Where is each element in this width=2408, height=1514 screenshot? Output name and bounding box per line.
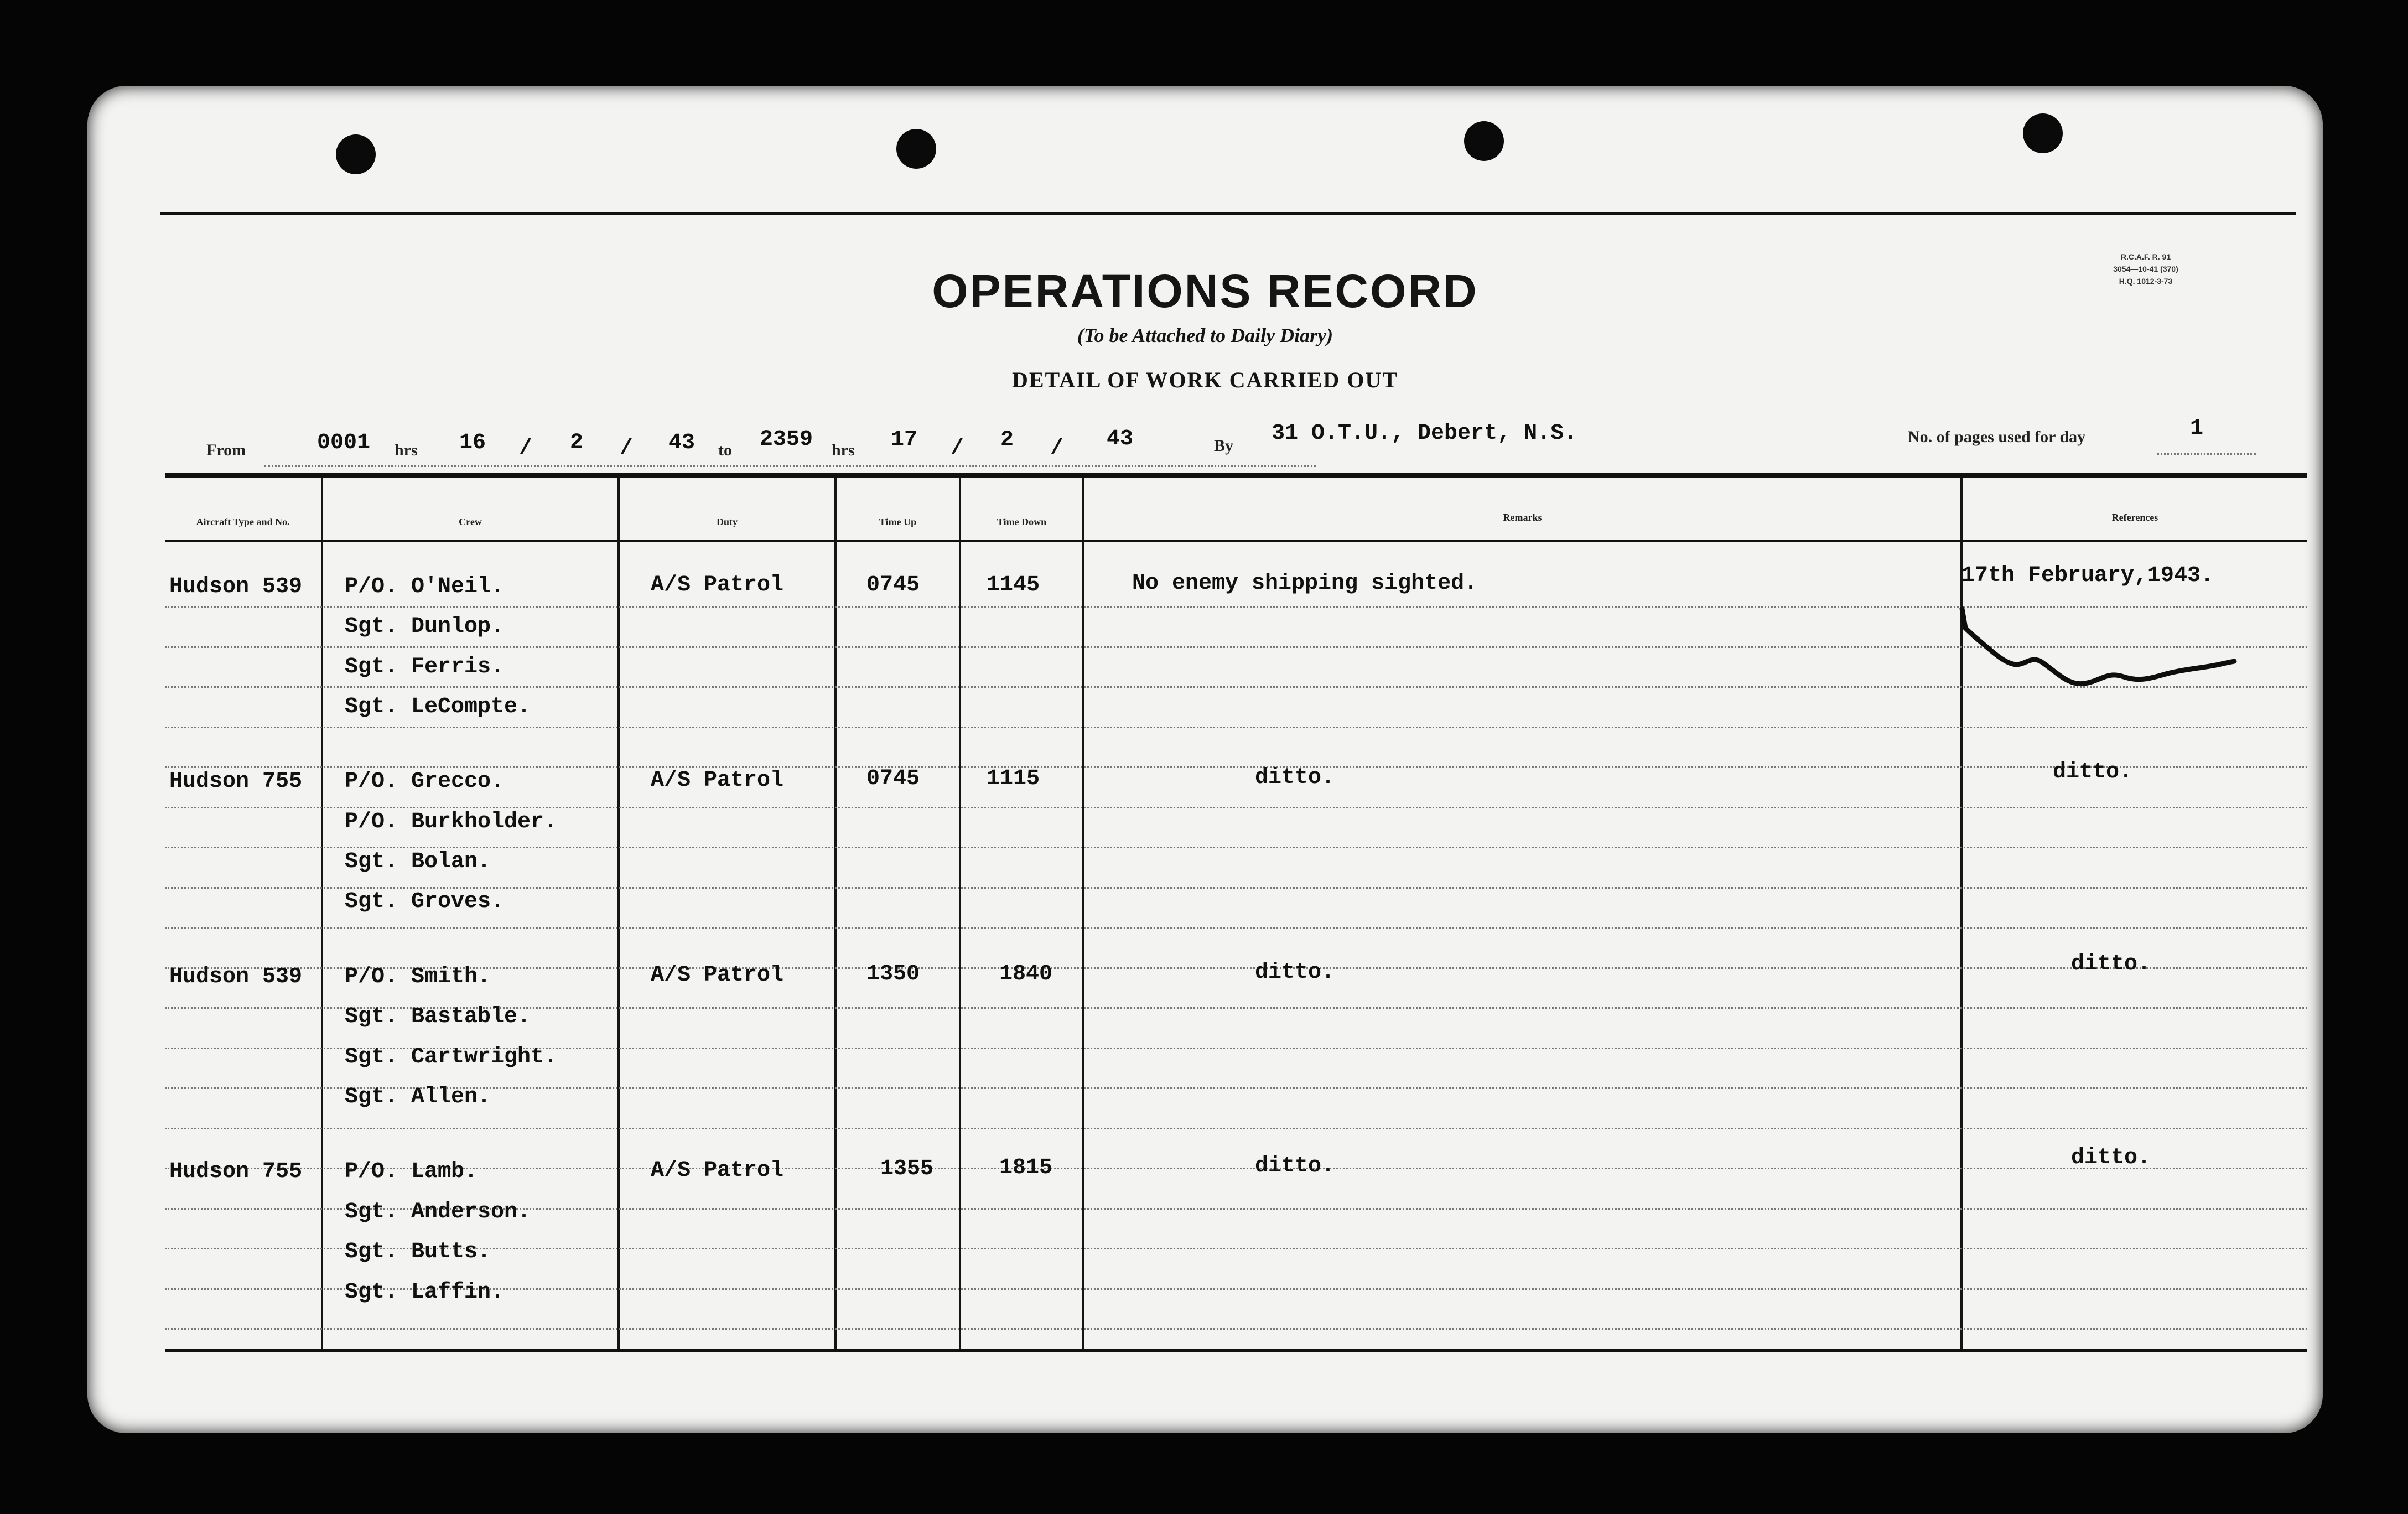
remarks-cell: No enemy shipping sighted. bbox=[1132, 571, 1478, 596]
form-id-line: H.Q. 1012-3-73 bbox=[2119, 277, 2173, 286]
pages-underline bbox=[2157, 453, 2256, 455]
crew-cell: Sgt. Bolan. bbox=[345, 849, 491, 874]
from-label: From bbox=[206, 441, 246, 459]
from-day: 16 bbox=[459, 431, 486, 455]
punch-hole-3 bbox=[1464, 121, 1504, 161]
column-divider bbox=[959, 478, 961, 1349]
aircraft-cell: Hudson 755 bbox=[169, 769, 303, 794]
crew-cell: Sgt. Bastable. bbox=[345, 1004, 531, 1029]
remarks-cell: ditto. bbox=[1255, 960, 1335, 985]
pages-label: No. of pages used for day bbox=[1908, 428, 2086, 446]
table-bottom-rule bbox=[165, 1349, 2307, 1352]
from-year: 43 bbox=[668, 431, 696, 455]
handwritten-mark bbox=[1958, 606, 2323, 717]
time-down-cell: 1115 bbox=[987, 766, 1040, 791]
remarks-cell: ditto. bbox=[1255, 765, 1335, 790]
time-up-cell: 1355 bbox=[880, 1157, 934, 1181]
time-down-cell: 1815 bbox=[999, 1155, 1053, 1180]
to-time: 2359 bbox=[760, 427, 813, 452]
time-up-cell: 0745 bbox=[866, 573, 920, 598]
pages-value: 1 bbox=[2190, 416, 2204, 441]
to-label: to bbox=[718, 441, 732, 459]
date-separator: / bbox=[519, 436, 533, 461]
crew-cell: Sgt. Ferris. bbox=[345, 655, 505, 680]
crew-cell: Sgt. Groves. bbox=[345, 889, 505, 914]
references-cell: ditto. bbox=[2053, 760, 2133, 785]
punch-hole-4 bbox=[2023, 113, 2063, 153]
ruled-line bbox=[165, 807, 2307, 808]
ruled-line bbox=[165, 727, 2307, 728]
col-references: References bbox=[2111, 512, 2158, 523]
table-top-rule bbox=[165, 473, 2307, 478]
duty-cell: A/S Patrol bbox=[651, 963, 784, 988]
time-down-cell: 1840 bbox=[999, 962, 1053, 987]
crew-cell: Sgt. Dunlop. bbox=[345, 614, 505, 639]
to-year: 43 bbox=[1107, 427, 1134, 452]
column-divider bbox=[617, 478, 620, 1349]
crew-cell: P/O. Smith. bbox=[345, 965, 491, 989]
to-month: 2 bbox=[1000, 428, 1014, 453]
aircraft-cell: Hudson 755 bbox=[169, 1159, 303, 1184]
top-rule bbox=[160, 212, 2296, 215]
crew-cell: Sgt. Allen. bbox=[345, 1085, 491, 1109]
col-time-down: Time Down bbox=[997, 516, 1047, 527]
form-id-line: R.C.A.F. R. 91 bbox=[2120, 252, 2171, 261]
page-title: OPERATIONS RECORD bbox=[932, 265, 1478, 317]
ruled-line bbox=[165, 1328, 2307, 1330]
duty-cell: A/S Patrol bbox=[651, 1158, 784, 1183]
col-crew: Crew bbox=[459, 516, 482, 527]
crew-cell: P/O. Grecco. bbox=[345, 769, 505, 794]
duty-cell: A/S Patrol bbox=[651, 573, 784, 598]
ruled-line bbox=[165, 1128, 2307, 1129]
aircraft-cell: Hudson 539 bbox=[169, 574, 303, 599]
to-day: 17 bbox=[891, 428, 918, 453]
header-rule bbox=[165, 540, 2307, 542]
col-aircraft: Aircraft Type and No. bbox=[196, 516, 290, 527]
unit-name: 31 O.T.U., Debert, N.S. bbox=[1272, 421, 1577, 446]
time-up-cell: 0745 bbox=[866, 766, 920, 791]
from-month: 2 bbox=[570, 431, 584, 455]
hrs-label: hrs bbox=[395, 441, 418, 459]
column-divider bbox=[1082, 478, 1084, 1349]
ruled-line bbox=[165, 847, 2307, 848]
aircraft-cell: Hudson 539 bbox=[169, 965, 303, 989]
references-cell: ditto. bbox=[2071, 952, 2151, 977]
ruled-line bbox=[165, 766, 2307, 768]
crew-cell: Sgt. Butts. bbox=[345, 1240, 491, 1264]
page-subtitle: (To be Attached to Daily Diary) bbox=[1077, 324, 1333, 346]
crew-cell: P/O. Burkholder. bbox=[345, 810, 558, 834]
time-down-cell: 1145 bbox=[987, 573, 1040, 598]
crew-cell: Sgt. Laffin. bbox=[345, 1280, 505, 1305]
col-duty: Duty bbox=[716, 516, 738, 527]
crew-cell: P/O. Lamb. bbox=[345, 1159, 478, 1184]
references-cell: 17th February,1943. bbox=[1961, 563, 2214, 588]
duty-cell: A/S Patrol bbox=[651, 768, 784, 793]
crew-cell: Sgt. Anderson. bbox=[345, 1200, 531, 1225]
time-up-cell: 1350 bbox=[866, 962, 920, 987]
period-underline bbox=[264, 465, 1316, 467]
record-card bbox=[87, 86, 2323, 1433]
section-heading: DETAIL OF WORK CARRIED OUT bbox=[1011, 367, 1398, 392]
punch-hole-1 bbox=[336, 134, 376, 174]
ruled-line bbox=[165, 1168, 2307, 1169]
remarks-cell: ditto. bbox=[1255, 1154, 1335, 1179]
crew-cell: P/O. O'Neil. bbox=[345, 574, 505, 599]
crew-cell: Sgt. Cartwright. bbox=[345, 1045, 558, 1070]
date-separator: / bbox=[951, 436, 964, 461]
date-separator: / bbox=[620, 436, 634, 461]
punch-hole-2 bbox=[896, 129, 936, 169]
by-label: By bbox=[1214, 437, 1234, 455]
col-time-up: Time Up bbox=[879, 516, 917, 527]
crew-cell: Sgt. LeCompte. bbox=[345, 694, 531, 719]
references-cell: ditto. bbox=[2071, 1145, 2151, 1170]
hrs-label: hrs bbox=[832, 441, 855, 459]
col-remarks: Remarks bbox=[1503, 512, 1542, 523]
form-id-line: 3054—10-41 (370) bbox=[2113, 265, 2178, 273]
column-divider bbox=[321, 478, 323, 1349]
ruled-line bbox=[165, 887, 2307, 889]
column-divider bbox=[834, 478, 837, 1349]
from-time: 0001 bbox=[317, 431, 371, 455]
date-separator: / bbox=[1050, 436, 1064, 461]
ruled-line bbox=[165, 927, 2307, 929]
